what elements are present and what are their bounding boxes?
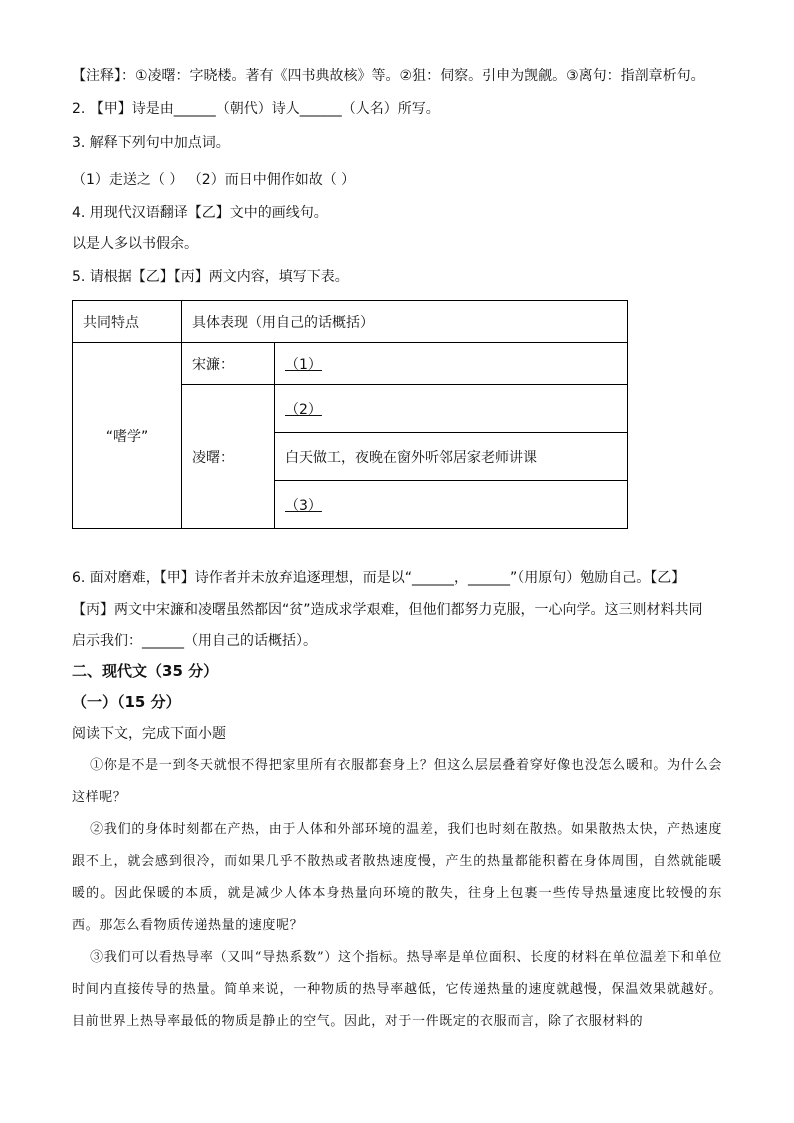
question-2: 2. 【甲】诗是由______（朝代）诗人______（人名）所写。 (72, 101, 440, 117)
table-header-trait: 共同特点 (73, 301, 182, 343)
table-blank-1: （1） (275, 343, 628, 385)
table-given-answer: 白天做工，夜晚在窗外听邻居家老师讲课 (275, 433, 628, 481)
passage-paragraph-2: ②我们的身体时刻都在产热，由于人体和外部环境的温差，我们也时刻在散热。如果散热太快，产热速度跟不上，就会感到很冷，而如果几乎不散热或者散热速度慢，产生的热量都能积蓄在身体周围，自然就能暖暖的。因此保暖的本质，就是减少人体本身热量向环境的散失，往身上包裹一些传导热量速度比较慢的东西。那怎么看物质传递热量的速度呢？ (72, 822, 722, 933)
question-3-options: （1）走送之（ ） （2）而日中佣作如故（ ） (72, 172, 356, 188)
passage-paragraph-1: ①你是不是一到冬天就恨不得把家里所有衣服都套身上？但这么层层叠着穿好像也没怎么暖和。为什么会这样呢？ (72, 758, 722, 805)
reading-instruction: 阅读下文，完成下面小题 (72, 726, 226, 742)
section-heading: 二、现代文（35 分） (72, 662, 219, 680)
question-5: 5. 请根据【乙】【丙】两文内容，填写下表。 (72, 269, 349, 285)
table-blank-2: （2） (275, 385, 628, 433)
question-4-sentence: 以是人多以书假余。 (72, 236, 198, 252)
question-3: 3. 解释下列句中加点词。 (72, 135, 230, 151)
answer-table (72, 300, 628, 529)
table-blank-3: （3） (275, 481, 628, 529)
subsection-heading: （一）（15 分） (72, 693, 181, 711)
table-person-ling: 凌曙： (182, 385, 275, 529)
question-6-line-3: 启示我们：______（用自己的话概括）。 (72, 633, 317, 649)
question-6-line-2: 【丙】两文中宋濂和凌曙虽然都因“贫”造成求学艰难，但他们都努力克服，一心向学。这三则材料共同 (72, 602, 703, 618)
table-header-detail: 具体表现（用自己的话概括） (182, 301, 628, 343)
table-trait-cell: “嗜学” (73, 343, 182, 529)
table-person-song: 宋濂： (182, 343, 275, 385)
question-6-line-1: 6. 面对磨难，【甲】诗作者并未放弃追逐理想，而是以“______，______”（用原句）勉励自己。【乙】 (72, 570, 686, 586)
passage-paragraph-3: ③我们可以看热导率（又叫“导热系数”）这个指标。热导率是单位面积、长度的材料在单位温差下和单位时间内直接传导的热量。简单来说，一种物质的热导率越低，它传递热量的速度就越慢，保温效果就越好。目前世界上热导率最低的物质是静止的空气。因此，对于一件既定的衣服而言，除了衣服材料的 (72, 950, 722, 1029)
annotation-note: 【注释】：①凌曙：字晓楼。著有《四书典故核》等。②狙：伺察。引申为觊觎。③离句：指剖章析句。 (72, 68, 705, 84)
question-4: 4. 用现代汉语翻译【乙】文中的画线句。 (72, 205, 328, 221)
